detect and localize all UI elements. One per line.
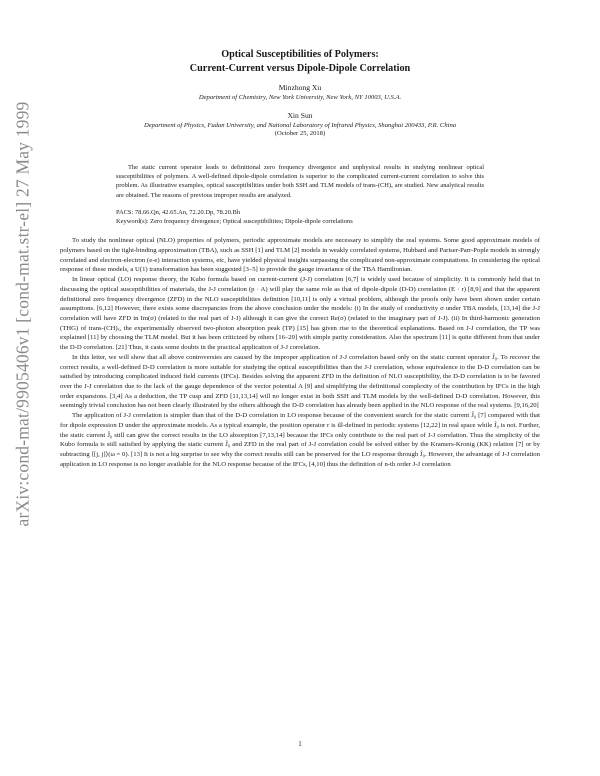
body-text bbox=[60, 236, 540, 469]
body-paragraph: In this letter, we will show that all above controversies are caused by the improper application of J-J correlation based only on the static current operator Ĵ₀. To recover the correct results, a well-defined D-D correlation is more suitable for studying the optical susceptibilities than the J-J correlation, whose equivalence to the D-D correlation can be satisfied by introducing complicated induced field currents (IFCs). Besides solving the apparent ZFD in the definition of NLO susceptibility, the D-D correlation is to be favored over the J-J correlation due to the lack of the gauge dependence of the vector potential A [9] and simplifying the definitional complexity of the contribution by IFCs in the high order expansions. [3,4] As a deduction, the TP cusp and ZFD [11,13,14] will no longer exist in both SSH and TLM models by the well-defined D-D correlation. However, this seemingly trivial conclusion has not been clearly illustrated by the others although the D-D correlation has already been applied in the NLO response of the real systems. [9,16,20] bbox=[60, 353, 540, 410]
keywords: Keyword(s): Zero frequency divergence; Optical susceptibilities; Dipole-dipole correlations bbox=[116, 218, 353, 226]
title-line-2: Current-Current versus Dipole-Dipole Correlation bbox=[189, 62, 411, 74]
paper-date: (October 25, 2018) bbox=[274, 130, 326, 137]
page-number: 1 bbox=[298, 740, 302, 748]
author-name: Minzhong Xu bbox=[278, 83, 322, 92]
author-name: Xin Sun bbox=[287, 111, 313, 120]
author-affiliation: Department of Chemistry, New York University, New York, NY 10003, U.S.A. bbox=[198, 94, 402, 101]
arxiv-sidebar bbox=[8, 34, 38, 594]
pacs-codes: PACS: 78.66.Qn, 42.65.An, 72.20.Dp, 78.20.Bh bbox=[116, 208, 241, 216]
paper-page bbox=[60, 48, 540, 469]
abstract: The static current operator leads to definitional zero frequency divergence and unphysical results in studying nonlinear optical susceptibilities of polymers. A well-defined dipole-dipole correlation is superior to the complicated current-current correlation to solve this problem. As illustrative examples, optical susceptibilities under both SSH and TLM models of trans-(CH)ₓ are studied. New analytical results are obtained. The reasons of previous improper results are analyzed. bbox=[116, 164, 484, 199]
metadata-block bbox=[116, 208, 484, 226]
body-paragraph: To study the nonlinear optical (NLO) properties of polymers, periodic approximate models are necessary to simplify the real systems. Some good approximate models of polymers based on the tight-binding approximation (TBA), such as SSH [1] and TLM [2] models in weakly correlated systems, Hubbard and Pariser-Parr-Pople models in strongly correlated and electron-electron (e-e) interaction systems, etc, have yielded physical insights surpassing the complicated non-approximate computations. In considering the optical response of these models, a U(1) transformation has been suggested [3–5] to provide the gauge invariance of the TBA Hamiltonian. bbox=[60, 237, 540, 274]
author-affiliation: Department of Physics, Fudan University, and National Laboratory of Infrared Physics, Shanghai 200433, P.R. China bbox=[143, 122, 457, 129]
title-line-1: Optical Susceptibilities of Polymers: bbox=[221, 49, 379, 60]
body-paragraph: In linear optical (LO) response theory, the Kubo formula based on current-current (J-J) correlation [6,7] is widely used because of simplicity. It is commonly held that in discussing the optical susceptibilities of materials, the J-J correlation (p · A) will play the same role as that of dipole-dipole (D-D) correlation (E · r) [8,9] and that the apparent definitional zero frequency divergence (ZFD) in the NLO susceptibilities definition [10,11] is only a virtual problem, although the proofs only have been shown under certain assumptions. [6,12] However, there exists some discrepancies from the above conclusion under the models: (i) In the study of conductivity σ under TBA models, [13,14] the J-J correlation will have ZFD in Im(σ) (related to the real part of J-J) although it can give the correct Re(σ) (related to the imaginary part of J-J). (ii) In third-harmonic generation (THG) of trans-(CH)ₓ, the experimentally observed two-photon absorption peak (TP) [15] has given rise to the theoretical explanations. Based on J-J correlation, the TP was explained [11] by choosing the TLM model. But it has been criticized by others [16–20] with simple parity consideration. Also the spectrum [11] is quite different from that under the D-D correlation. [21] Thus, it casts some doubts in the practical application of J-J correlation. bbox=[60, 276, 540, 352]
body-paragraph: The application of J-J correlation is simpler than that of the D-D correlation in LO response because of the convenient search for the static current Ĵ₀ [7] compared with that for dipole expression D under the approximate models. As a typical example, the position operator r is ill-defined in periodic systems [12,22] in real space while Ĵ₀ is not. Further, the static current Ĵ₀ still can give the correct results in the LO absorption [7,13,14] because the IFCs only contribute to the real part of J-J correlation. Thus the simplicity of the Kubo formula is still satisfied by applying the static current Ĵ₀ and ZFD in the real part of J-J correlation could be solved either by the Kramers-Kronig (KK) relation [7] or by subtracting ⟨[j, j]⟩(ω = 0). [13] It is not a big surprise to see why the correct results still can be preserved for the LO response through Ĵ₀. However, the advantage of J-J correlation application in LO response is no longer available for the NLO response because of the IFCs, [4,10] thus the definition of n-th order J-J correlation bbox=[60, 412, 540, 468]
paper-title bbox=[60, 48, 540, 75]
arxiv-identifier: arXiv:cond-mat/9905406v1 [cond-mat.str-el] 27 May 1999 bbox=[12, 101, 33, 527]
